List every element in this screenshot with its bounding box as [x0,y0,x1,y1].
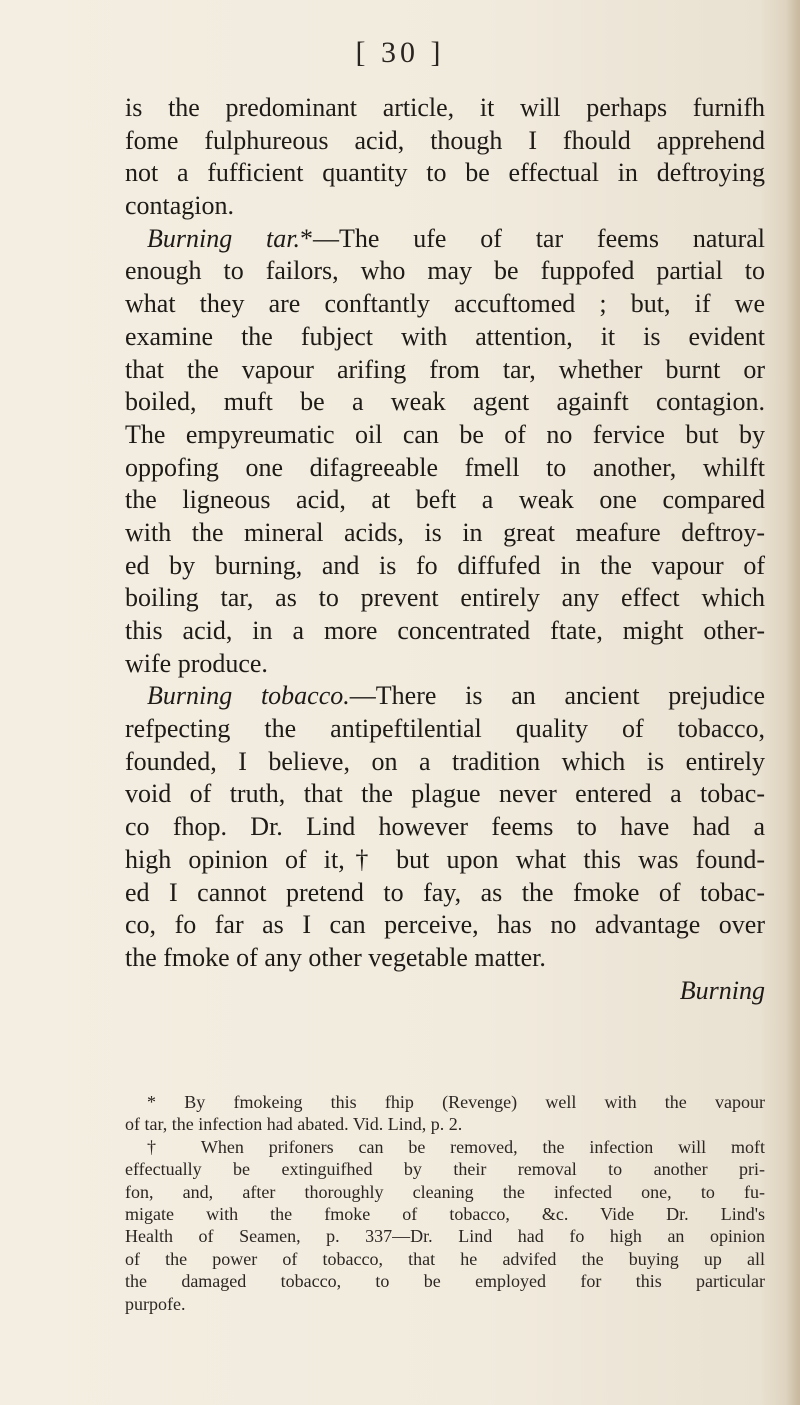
body-line [125,452,765,485]
text-segment: enough to failors, who may be fuppofed partial to [125,256,765,286]
body-line [125,321,765,354]
body-line [125,484,765,517]
body-line [125,386,765,419]
body-line [125,288,765,321]
text-segment: —There is an ancient prejudice [349,681,765,711]
text-segment: this acid, in a more concentrated ftate, might other- [125,616,765,645]
footnote-line: † When prifoners can be removed, the infection will moft [147,1136,765,1157]
footnote-line: of the power of tobacco, that he advifed the buying up all [125,1248,765,1269]
body-line [125,648,765,681]
text-segment: high opinion of it,† but upon what this was found- [125,844,765,874]
text-segment: the ligneous acid, at beft a weak one compared [125,485,765,515]
text-segment: examine the fubject with attention, it is evident [125,321,765,351]
body-line [125,517,765,550]
body-line [125,354,765,387]
text-segment: is the predominant article, it will perhaps furnifh [125,93,765,122]
text-segment: that the vapour arifing from tar, whether burnt or [125,354,765,384]
text-segment: void of truth, that the plague never entered a tobac- [125,779,765,809]
text-segment: oppofing one difagreeable fmell to another, whilft [125,452,765,482]
page-edge-shadow [786,0,800,1405]
footnote-line: migate with the fmoke of tobacco, &c. Vide Dr. Lind's [125,1203,765,1224]
body-line [125,713,765,746]
footnote-line: the damaged tobacco, to be employed for this particular [125,1271,765,1292]
text-segment: what they are conftantly accuftomed ; but, if we [125,289,765,319]
body-line [125,92,765,125]
body-line [125,778,765,811]
body-line [125,255,765,288]
text-segment: co fhop. Dr. Lind however feems to have had a [125,812,765,842]
body-line [125,844,765,877]
body-line [125,746,765,779]
body-line [125,419,765,452]
body-text [125,92,765,1007]
page-number-header: [ 30 ] [355,36,445,69]
text-segment: The empyreumatic oil can be of no fervice but by [125,419,765,449]
body-line [125,615,765,648]
footnote-line: effectually be extinguifhed by their removal to another pri- [125,1159,765,1180]
footnotes [125,1091,765,1315]
body-line [125,877,765,910]
text-segment: contagion. [125,191,235,221]
footnote-line: * By fmokeing this fhip (Revenge) well with the vapour [147,1092,765,1112]
text-segment: wife produce. [125,648,268,678]
footnote-line: fon, and, after thoroughly cleaning the infected one, to fu- [125,1181,765,1202]
body-line [125,680,765,713]
body-line [125,582,765,615]
body-line [125,942,765,975]
text-segment: ed by burning, and is fo diffufed in the vapour of [125,550,765,580]
italic-heading: Burning tobacco. [147,681,350,711]
italic-heading: Burning [679,975,765,1005]
body-line [125,975,765,1008]
text-segment: boiling tar, as to prevent entirely any effect which [125,583,765,613]
body-line [125,811,765,844]
text-segment: co, fo far as I can perceive, has no advantage over [125,910,765,940]
text-segment: ed I cannot pretend to fay, as the fmoke of tobac- [125,877,765,907]
text-segment: the fmoke of any other vegetable matter. [125,942,546,972]
footnote-line: Health of Seamen, p. 337—Dr. Lind had fo high an opinion [125,1226,765,1247]
body-line [125,909,765,942]
text-segment: refpecting the antipeftilential quality of tobacco, [125,714,765,744]
text-segment: with the mineral acids, is in great meafure deftroy- [125,517,765,547]
footnote-line: of tar, the infection had abated. Vid. Lind, p. 2. [125,1114,463,1135]
footnote-line: purpofe. [125,1293,186,1314]
body-line [125,223,765,256]
body-line [125,190,765,223]
text-segment: boiled, muft be a weak agent againft contagion. [125,387,765,417]
text-segment: not a fufficient quantity to be effectual in deftroying [125,158,765,188]
italic-heading: Burning tar. [147,223,300,253]
body-line [125,125,765,158]
text-segment: founded, I believe, on a tradition which is entirely [125,746,765,776]
body-line [125,550,765,583]
text-segment: *—The ufe of tar feems natural [300,223,766,253]
text-segment: fome fulphureous acid, though I fhould apprehend [125,125,765,155]
body-line [125,157,765,190]
